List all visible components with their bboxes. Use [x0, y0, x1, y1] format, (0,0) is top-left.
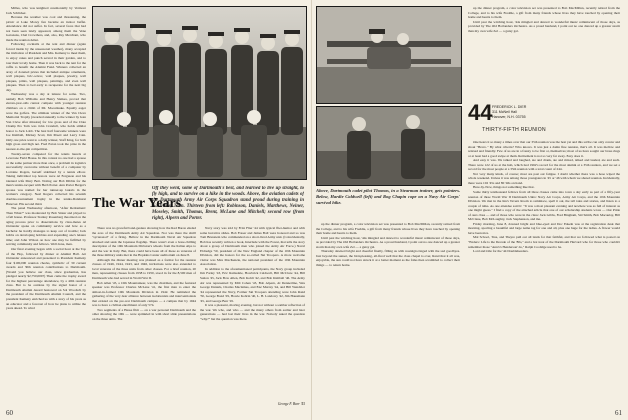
paragraph: Wednesday was a day at leisure for some. Two, namely Bob Williams and Henry Sleikes, proved that eleven-year-olds cannot compete with younger reunion climbers on a climb of Mt. Moosilauke. Equally eager were the golfers. The ultimate winner of the Van Cleve Memorial Trophy (awarded annually to the winner by Jean Van Cleve after mission) for low gross and of the Clate Champ Pro Tem was John Crandall, who holds similar honor to Jack Lobb. The best half foursome winners were Joe Kimball, Mickey Scott, Jim Pruett and Larry Cain. Only one prize went to a daily winner, Staff King, for both high gross and high net. Fred Eaton took the prize in the nearest-to-the-pin competition. — [6, 92, 86, 151]
paragraph: Twenty-seven competed for the tennis laurels at Leverone Field House. In this contest no one had a spouse or the same partner more than once, a problem in logistics successfully overcome without benefit of a computer by Lorraine Rogers, herself sidelined by a tennis elbow. Taking individual top honors were Al Ferguson and his talented wife Mary Bett. Noting our Bob Dibble for the men's tennis-racquet with Herb Porter. Ann Porter Berger's spouse was named for her runner-up laurels in the women's category. Neal Rogers collected his seventh doubles-tournament trophy in the tennis-Dalehurst Hanover. His second third. — [6, 151, 86, 206]
paragraph: Lord and Ode for the '44 Doubleheaders. — [473, 249, 529, 254]
right-column-1-top — [468, 6, 620, 98]
class-note-heading: THIRTY-FIFTH REUNION — [482, 127, 546, 133]
paragraph: Because the weather was cool and threatening, the picnic at Lake Morey fun became an indoor buffet. Attendance did not suffer. In fact, several faces that had not been seen lately appeared, among them the Vene Gatonans, Chal Crowthers, and, also, Ray Merchant, who made the reunion debut. — [6, 15, 86, 42]
paragraph: Navy story was told by Fritz Flier '44 with typical flier-humor and with some lucrative slides. Bob Fraser and James Ball were honored and so was Tom Brunstein who commanded an a short-lived Army unit. (Coincidentally, Bob has recently written a book, Interlude with the Forest, that tells the story about a group of Dartmouth men who joined the Army Air Force.) Naval Eldredge '50, president of the New England chapter of the 10th Mountain Division, did the honors for the so-called Ski Troopers. A more welcome visitor was Max MacKenzie, the national president of the 10th Mountain Association. — [200, 226, 305, 267]
photo-caption: Above, Dartmouth cadet pilot Thomas, in a Stearman trainer, gets pointers. Below, Hardie Caldwell (left) and Rog Chapin cope on a Navy Air Corps' survival hike. — [316, 188, 460, 205]
article-signature: George F. Barr '45 — [277, 402, 305, 406]
left-column-3 — [200, 226, 305, 402]
photo-caption: Off they went, some of Dartmouth's best, and learned to live up straight, to fly high, and to survive on a hike in the woods. Above, the aviation cadets of the Dartmouth Army Air Corps Squadron stand proud during training in Nashville, Tenn. Thirteen from left: Robinson, Daniels, Marthews, Neiner, Moseley, Smith, Thomas, Brent, McLane and Mitchell; second row (from right), Alpern and Porter. — [152, 186, 304, 221]
contact-line: 311 McNeil Hall — [492, 110, 517, 114]
paragraph: It was a pleasant, moving evening, but not without a somber reflection of the war. We who, and who — and the many others from earlier and later generations — had lost their lives in the war. Nobody asked the question "why?" but the question was there. — [200, 303, 305, 321]
paragraph: Here-by-Now, things not something like that. — [473, 185, 535, 190]
right-column-1 — [316, 222, 460, 312]
stearman-trainer-photo — [316, 6, 462, 104]
paragraph: Until past the witching hour, '44s mingled and danced to wonderful music reminiscent of those days, as provided by The Old Hotlanders Orchestra. As a proud husband, I point out no one danced up a greater storm than my own wife Zel — a gutsy gal. — [316, 235, 460, 249]
contact-line: FREDERICK L. DIER — [492, 105, 527, 109]
left-page — [0, 0, 312, 420]
class-secretary-contact — [492, 105, 526, 120]
paragraph: up the dinner program, a color television set was presented to Bob MacMillan, recently retired from the College, and to his wife Freddie, a gift from many friends whose lives they have touched by opening their home and hearts to them. — [468, 6, 620, 20]
right-page — [316, 0, 628, 420]
paragraph: Bob Allen '45, a 10th Mountaineer, was the chairman, and the featured speaker was Professor Charles McLane '41, the first man to enter the almost-in-formed 10th Mountain Division in 1942. He reminded the gathering of the very dear alliance between isolationists and interventionists that existed on the pre-war Dartmouth campus — a campus that by 1944 was to have a civilian enrollment of only 574. — [92, 280, 196, 308]
survival-hike-photo — [316, 106, 462, 186]
paragraph: Following cocktails at the tent and dinner (again forced inside by the unseasonal weather), many accepted the invitation of President and Mrs. Kemeny to meet them, to enjoy cakes and punch served in their garden, and to tour their lovely home. Then it was back to the tent for the raffle to benefit the Alumni Fund. Winners collected an array of donated prizes that included antique ornaments, wall plaques, bric-a-brac, wall plaques, jewelry, wall plaques, prints, wall plaques, paintings, and even wall plaques. Then to bed early to recuperate for the next big day. — [6, 42, 86, 92]
paragraph: Mal School, Trus, and Theyre pull out all lands for that faithful, and that we followed what is posted on "Enders: Life is the Decade of the '80s," and a hot treat of the Dartmouth Harvard who for those who couldn't remember those "Ann's's Henderson' do," Ralph Coolidge used to be. — [468, 235, 620, 249]
right-column-2 — [468, 140, 620, 408]
section-title: The War Years — [92, 196, 182, 211]
page-number: 60 — [6, 409, 13, 417]
paragraph: Thursday dawned bright and cheerful finally, filling us with nostalgia tinged with the sad goodbyes. Just beyond the sunset, the bird-pleasing, all-fired well that the class chapel is over, Rand that it all was, enjoyable, the sun could not have struck it at a better moment as the folks then scrambled to collect their things — to return home. — [316, 249, 460, 267]
paragraph: There was no graceful band-gesture showing how the Red Baron eluded the aces of the Dartmouth Army Air Squadron. Nor was there the shrill "sycanazod" of a firing. Hellow in the Dartmouth Naval Air Squadron attacked and sank the Japanese flagship. There wasn't even a bone-chilling description of the 10th Mountain Division's wheels from the Italian Alps to end the war in Italy. But, there could have been all of these as veterans of the three military units met in the Hopkins Center auditorium on June 8. — [92, 226, 196, 258]
paragraph: Although the dinner meeting was planned as a format for the reunion classes of 1946, 1944, 1943, and 1946, invitations were also extended to local veterans of the three units from other classes. For a brief reunion, 20 men, representing classes from 1938 to 1950, stood in for the 8,500 men of Dartmouth who had served in World War II. — [92, 257, 196, 281]
class-note-header — [468, 102, 620, 138]
paragraph: up the dinner program, a color television set was presented to Bob MacMillan, recently retired from the College, and to his wife Freddie, a gift from many friends whose lives they have touched by opening their home and hearts to them. — [316, 222, 460, 236]
paragraph: Some thirty tenthousand fellows from all three classes came into town a day early as part of a fifty-year reunion of three World War II Dartmouth Units: Navy Air Corps, Army Air Corps, and the 10th Mountain Division. We met in the Inn's Tavern Room to reminisce, spell it out, the tall tales and stories, and listen to a couple of talks. As one attendee said it: "It was a most pleasant evening and nowhere was as full of interest as one might guess." I find a copy of the attached article that one of our scholarship students wrote — Our Pride of ours class — and of those who were in the class: Jack Gibbs, Fred Bingham, Sid Smith, Bob Macaulay, Bill McClane, Bob McLaughry, Jack Stephenson, and me. — [468, 190, 620, 222]
paragraph: Milles, who was knighted ceremonially by Vermont Jack Schlicker. — [6, 6, 86, 15]
cadets-group-photo — [92, 6, 307, 180]
paragraph: In addition to the aforementioned participants, the Navy group included Jim Farley '43, Eric Ramsdale, Howbrick Caldwell, Bill McClure '44, Bill Sutton '45, Jack Bow Allen, Bob Kohli '42, and Bob Kimball '46. The Army Air was represented by Milt Cohen '43, Bob Alpern, Al Dennerline, Wes George Daniels, Charles Maclames, and Enz Murray '44, and Bill Wendzler '44 represented the Navy, Former Ski Troopers attending were John Rand '50, George Bond '29, Howie Kobrin '40, L. H. Landowy '42, Jim Hausmann '45, and George Barr '45. — [200, 266, 305, 303]
paragraph: Friday morning, June 8, dawned bright and blue-eyed and Doc Eskeln was at the registration desk that morning, sporting a beautiful and large name tag for one and all, plus one huge for the ladies. A flower would have been nice. — [468, 221, 620, 235]
paragraph: Two segments of a Hesse film — on a war personal Dartmouth and the other showing the 10th — were sprinkled in with short slide presentations on the three units. The — [92, 307, 196, 321]
paragraph: One hears it so many a times over that our 35th reunion was the best yet and this scribe can only concur and shout "Bravo." By what criteria? Who knows. It was just a damn fine reunion, that's all. It was mellow and relaxed and friendly. Few of us are in a frenzy to be first or, themselves; most of us have sought our brass rings or at least had a good swipe at them. Retirement is not so very far away. Easy does it. — [468, 140, 620, 158]
class-year-number: 44 — [468, 100, 493, 125]
paragraph: Not very many kinds, of course; most are past our fatigue. I doubt whether there was a hose wiped the whole weekend. Unless it was among those youngsters in '45 or '46 with whom we shared reunion. Incidentally, there were 102 '45s and 80 '46s on hand. — [468, 171, 620, 185]
contact-line: Hanover, N.H. 03755 — [492, 115, 526, 119]
paragraph: Our final evening began with a social hour at the Top of the Hop, followed by dinner at Alumni Hall. Art Ostrander announced and presented to President Kemeny four $100,000 reunion checks, symbolic of 30 current awards and 30th reunion contributions to Dartmouth. (Would you believe our class, since graduation, has pledged nearly $2,750,000?) Then came the trophy award for the highest percentage attendance, by a 40th reunion class. But to be outdone by the signal honor of a Dartmouth Alumni Award bestowed on Sol Woodsch by the president of the Dartmouth Alumni Council, and the president Kemeny enriched us with a story of his years as an educator and a forecast of how he plans to utilize the years ahead. To wind — [6, 246, 86, 311]
paragraph: Until past the witching hour, '44s mingled and danced to wonderful music reminiscent of those days, as provided by The Old Hotlanders Orchestra. As a proud husband, I point out no one danced up a greater storm than my own wife Zel — a gutsy gal. — [468, 19, 620, 33]
left-column-1 — [6, 6, 86, 410]
left-column-2 — [92, 226, 196, 412]
paragraph: And easy it was. We talked and laughed, ate and drank, ate and mixed, talked and lauded, ate and such. There were 122 of us at the hub, which tied 1962's record for the most alumni at a 35th reunion, and we set a record for the most people at a 35th reunion with a total count of 244. — [468, 158, 620, 172]
paragraph: The panel Wednesday afternoon, "After Retirement: Then What?" was moderated by Bob Sinter and played to a full house. Professor Stanley Rosenberg theorized on the aging process prior to dissertations by class-mates Al Ostrander spoke on community service and how as a bachelor he hardly manages to keep out of trouble; Jack Gibbs on developing hobbies and expanding one's leisure time; and John Wilson on how one may be fulfilled by serving community and fellows. Well done, men. — [6, 206, 86, 247]
page-number: 61 — [615, 409, 622, 417]
